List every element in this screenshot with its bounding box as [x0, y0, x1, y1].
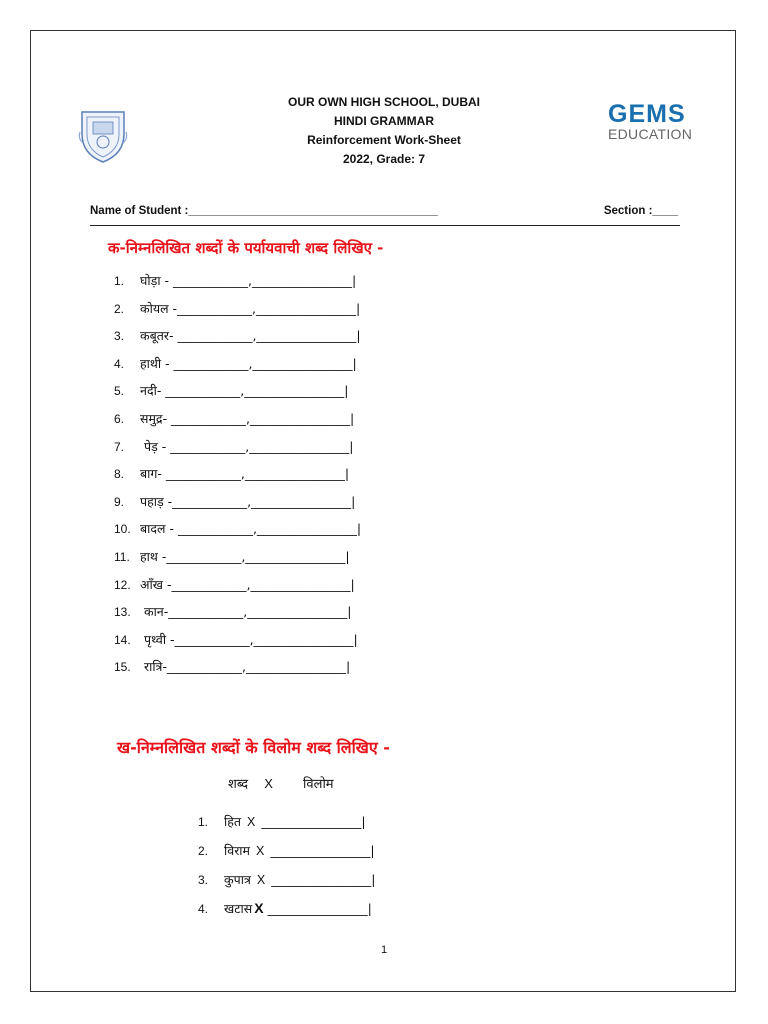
student-info-row	[90, 205, 680, 226]
item-number: 4.	[114, 356, 125, 371]
column-opposite: विलोम	[303, 777, 334, 792]
item-number: 8.	[114, 467, 125, 482]
item-number: 2.	[198, 844, 209, 858]
synonym-item	[114, 493, 361, 521]
section-field[interactable]: Section :____	[603, 205, 678, 217]
x-mark: X	[254, 900, 264, 916]
synonym-item	[114, 658, 361, 686]
synonym-answer-line[interactable]: हाथी - ____________,________________|	[140, 355, 357, 371]
synonyms-heading: क-निम्नलिखित शब्दों के पर्यायवाची शब्द लिखिए -	[108, 239, 384, 257]
synonym-item	[114, 465, 361, 493]
synonym-answer-line[interactable]: आँख -____________,________________|	[140, 576, 355, 592]
item-number: 3.	[198, 873, 209, 887]
synonym-answer-line[interactable]: नदी- ____________,________________|	[140, 383, 349, 399]
item-number: 9.	[114, 494, 125, 509]
synonym-item	[114, 272, 361, 300]
antonym-word: खटास	[224, 901, 253, 916]
synonym-answer-line[interactable]: घोड़ा - ____________,________________|	[140, 273, 357, 288]
antonyms-list	[198, 813, 375, 929]
synonym-item	[114, 520, 361, 548]
synonym-answer-line[interactable]: बादल - ____________,________________|	[140, 521, 362, 537]
synonym-item	[114, 327, 361, 355]
antonym-item	[198, 842, 375, 871]
item-number: 3.	[114, 329, 125, 344]
antonym-answer-line[interactable]: ________________|	[270, 843, 375, 858]
antonym-item	[198, 813, 375, 842]
antonym-answer-line[interactable]: ________________|	[271, 872, 376, 887]
item-number: 1.	[114, 274, 125, 288]
synonym-answer-line[interactable]: समुद्र- ____________,________________|	[140, 410, 355, 426]
synonyms-list	[114, 272, 361, 686]
item-number: 1.	[198, 815, 209, 829]
school-name: OUR OWN HIGH SCHOOL, DUBAI	[288, 95, 480, 109]
synonym-item	[114, 603, 361, 631]
grade-line: 2022, Grade: 7	[342, 152, 426, 166]
item-number: 15.	[114, 660, 131, 675]
gems-brand-text: GEMS	[608, 100, 686, 126]
gems-education-logo	[608, 100, 704, 146]
synonym-item	[114, 438, 361, 466]
antonym-answer-line[interactable]: ________________|	[267, 901, 372, 916]
synonym-answer-line[interactable]: कान-____________,________________|	[140, 604, 352, 620]
item-number: 4.	[198, 902, 209, 916]
antonym-word: विराम	[224, 843, 251, 858]
synonym-answer-line[interactable]: पहाड़ -____________,________________|	[140, 493, 356, 509]
item-number: 11.	[114, 549, 130, 564]
antonyms-heading: ख-निम्नलिखित शब्दों के विलोम शब्द लिखिए -	[117, 738, 390, 757]
antonym-item	[198, 871, 375, 900]
item-number: 5.	[114, 384, 125, 399]
synonym-answer-line[interactable]: कबूतर- ____________,________________|	[140, 328, 361, 344]
x-mark: X	[247, 815, 256, 829]
subject-title: HINDI GRAMMAR	[334, 114, 434, 128]
gems-tagline: EDUCATION	[608, 126, 693, 142]
sheet-title: Reinforcement Work-Sheet	[307, 133, 461, 147]
antonym-item	[198, 900, 375, 929]
item-number: 13.	[114, 605, 131, 620]
item-number: 2.	[114, 301, 125, 316]
synonym-answer-line[interactable]: बाग- ____________,________________|	[140, 466, 350, 482]
item-number: 10.	[114, 522, 131, 537]
item-number: 6.	[114, 411, 125, 426]
student-name-field[interactable]: Name of Student :_______________________________________	[90, 205, 438, 217]
item-number: 12.	[114, 577, 131, 592]
x-mark: X	[256, 844, 265, 858]
synonym-item	[114, 576, 361, 604]
antonym-answer-line[interactable]: ________________|	[261, 814, 366, 829]
gems-logo-icon	[608, 100, 704, 126]
item-number: 14.	[114, 632, 131, 647]
antonym-word: हित	[224, 814, 242, 829]
synonym-item	[114, 300, 361, 328]
synonym-item	[114, 548, 361, 576]
antonyms-column-headers	[228, 774, 334, 792]
synonym-item	[114, 410, 361, 438]
column-word: शब्द	[228, 777, 249, 792]
synonym-answer-line[interactable]: कोयल -____________,________________|	[140, 300, 361, 316]
synonym-item	[114, 631, 361, 659]
item-number: 7.	[114, 439, 125, 454]
synonym-answer-line[interactable]: पृथ्वी -____________,________________|	[140, 631, 358, 647]
x-mark: X	[256, 873, 266, 887]
synonym-item	[114, 382, 361, 410]
synonym-item	[114, 355, 361, 383]
page-number: 1	[380, 944, 388, 956]
antonym-word: कुपात्र	[224, 872, 251, 887]
synonym-answer-line[interactable]: पेड़ - ____________,________________|	[140, 438, 354, 454]
synonym-answer-line[interactable]: हाथ -____________,________________|	[140, 548, 350, 564]
column-x: X	[264, 776, 273, 791]
synonym-answer-line[interactable]: रात्रि-____________,________________|	[140, 659, 351, 675]
